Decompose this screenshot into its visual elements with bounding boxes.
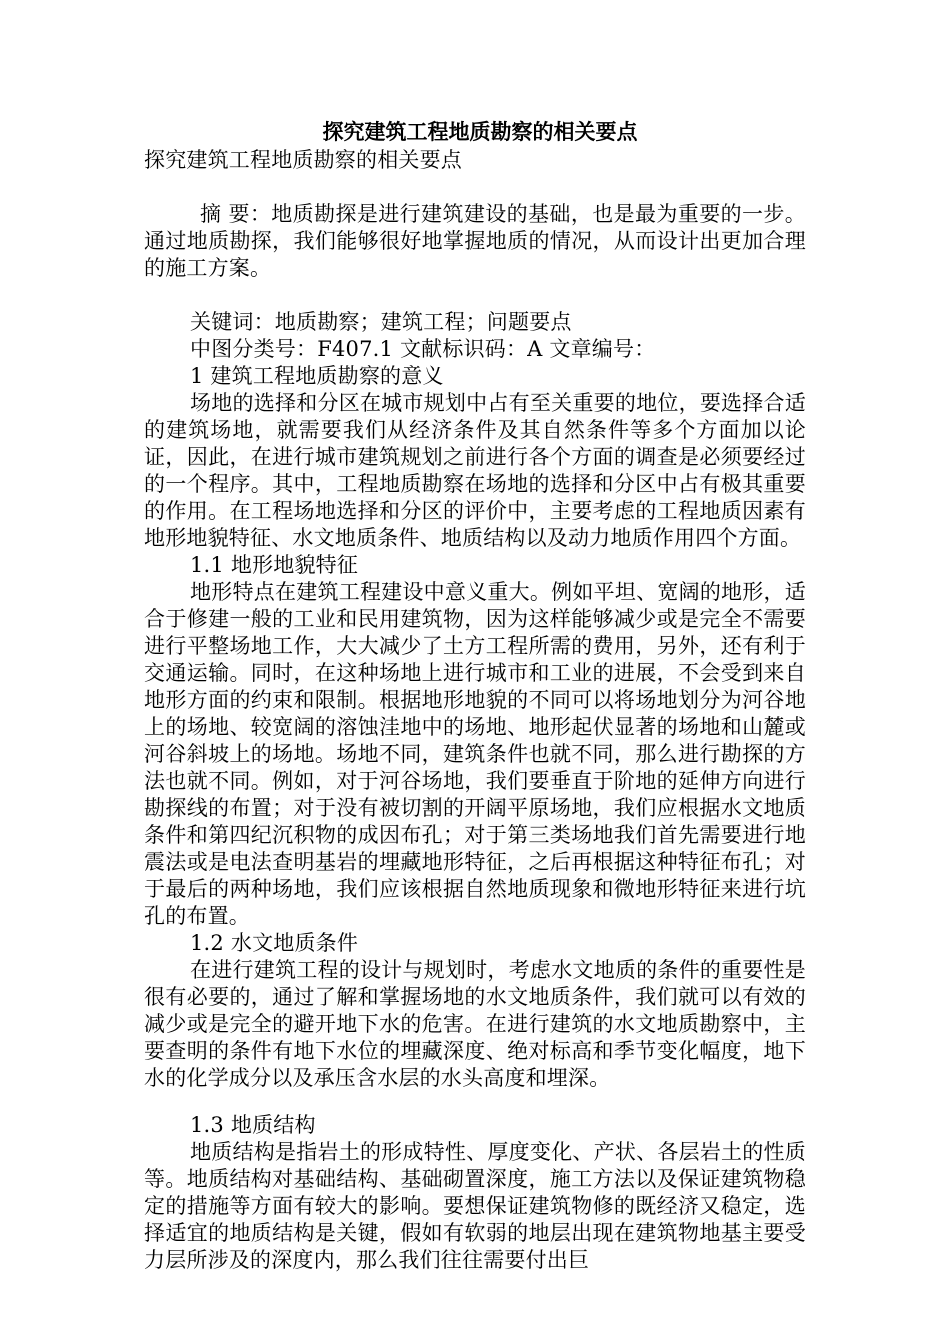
document-subtitle: 探究建筑工程地质勘察的相关要点 [144,148,462,172]
section-1-3-paragraph: 地质结构是指岩土的形成特性、厚度变化、产状、各层岩土的性质等。地质结构对基础结构、基础砌置深度，施工方法以及保证建筑物稳定的措施等方面有较大的影响。要想保证建筑物修的既经济又稳定，选择适宜的地质结构是关键，假如有软弱的地层出现在建筑物地基主要受力层所涉及的深度内，那么我们往往需要付出巨 [144,1140,806,1272]
classification-line: 中图分类号：F407.1 文献标识码：A 文章编号： [190,337,656,361]
section-1-paragraph: 场地的选择和分区在城市规划中占有至关重要的地位，要选择合适的建筑场地，就需要我们从经济条件及其自然条件等多个方面加以论证，因此，在进行城市建筑规划之前进行各个方面的调查是必须要经过的一个程序。其中，工程地质勘察在场地的选择和分区中占有极其重要的作用。在工程场地选择和分区的评价中，主要考虑的工程地质因素有地形地貌特征、水文地质条件、地质结构以及动力地质作用四个方面。 [144,391,806,550]
section-1-2-heading: 1.2 水文地质条件 [190,931,359,955]
keywords-line: 关键词：地质勘察；建筑工程；问题要点 [190,310,572,334]
section-1-2-paragraph: 在进行建筑工程的设计与规划时，考虑水文地质的条件的重要性是很有必要的，通过了解和掌握场地的水文地质条件，我们就可以有效的减少或是完全的避开地下水的危害。在进行建筑的水文地质勘察中，主要查明的条件有地下水位的埋藏深度、绝对标高和季节变化幅度，地下水的化学成分以及承压含水层的水头高度和埋深。 [144,958,806,1090]
document-body [144,117,806,1274]
section-1-1-heading: 1.1 地形地貌特征 [190,553,359,577]
section-1-3-heading: 1.3 地质结构 [190,1113,316,1137]
section-1-1-paragraph: 地形特点在建筑工程建设中意义重大。例如平坦、宽阔的地形，适合于修建一般的工业和民用建筑物，因为这样能够减少或是完全不需要进行平整场地工作，大大减少了土方工程所需的费用，另外，还有利于交通运输。同时，在这种场地上进行城市和工业的进展，不会受到来自地形方面的约束和限制。根据地形地貌的不同可以将场地划分为河谷地上的场地、较宽阔的溶蚀洼地中的场地、地形起伏显著的场地和山麓或河谷斜坡上的场地。场地不同，建筑条件也就不同，那么进行勘探的方法也就不同。例如，对于河谷场地，我们要垂直于阶地的延伸方向进行勘探线的布置；对于没有被切割的开阔平原场地，我们应根据水文地质条件和第四纪沉积物的成因布孔；对于第三类场地我们首先需要进行地震法或是电法查明基岩的埋藏地形特征，之后再根据这种特征布孔；对于最后的两种场地，我们应该根据自然地质现象和微地形特征来进行坑孔的布置。 [144,580,806,928]
section-1-heading: 1 建筑工程地质勘察的意义 [190,364,444,388]
abstract-paragraph: 摘 要：地质勘探是进行建筑建设的基础，也是最为重要的一步。通过地质勘探，我们能够很好地掌握地质的情况，从而设计出更加合理的施工方案。 [144,202,806,280]
document-title: 探究建筑工程地质勘察的相关要点 [322,119,638,144]
